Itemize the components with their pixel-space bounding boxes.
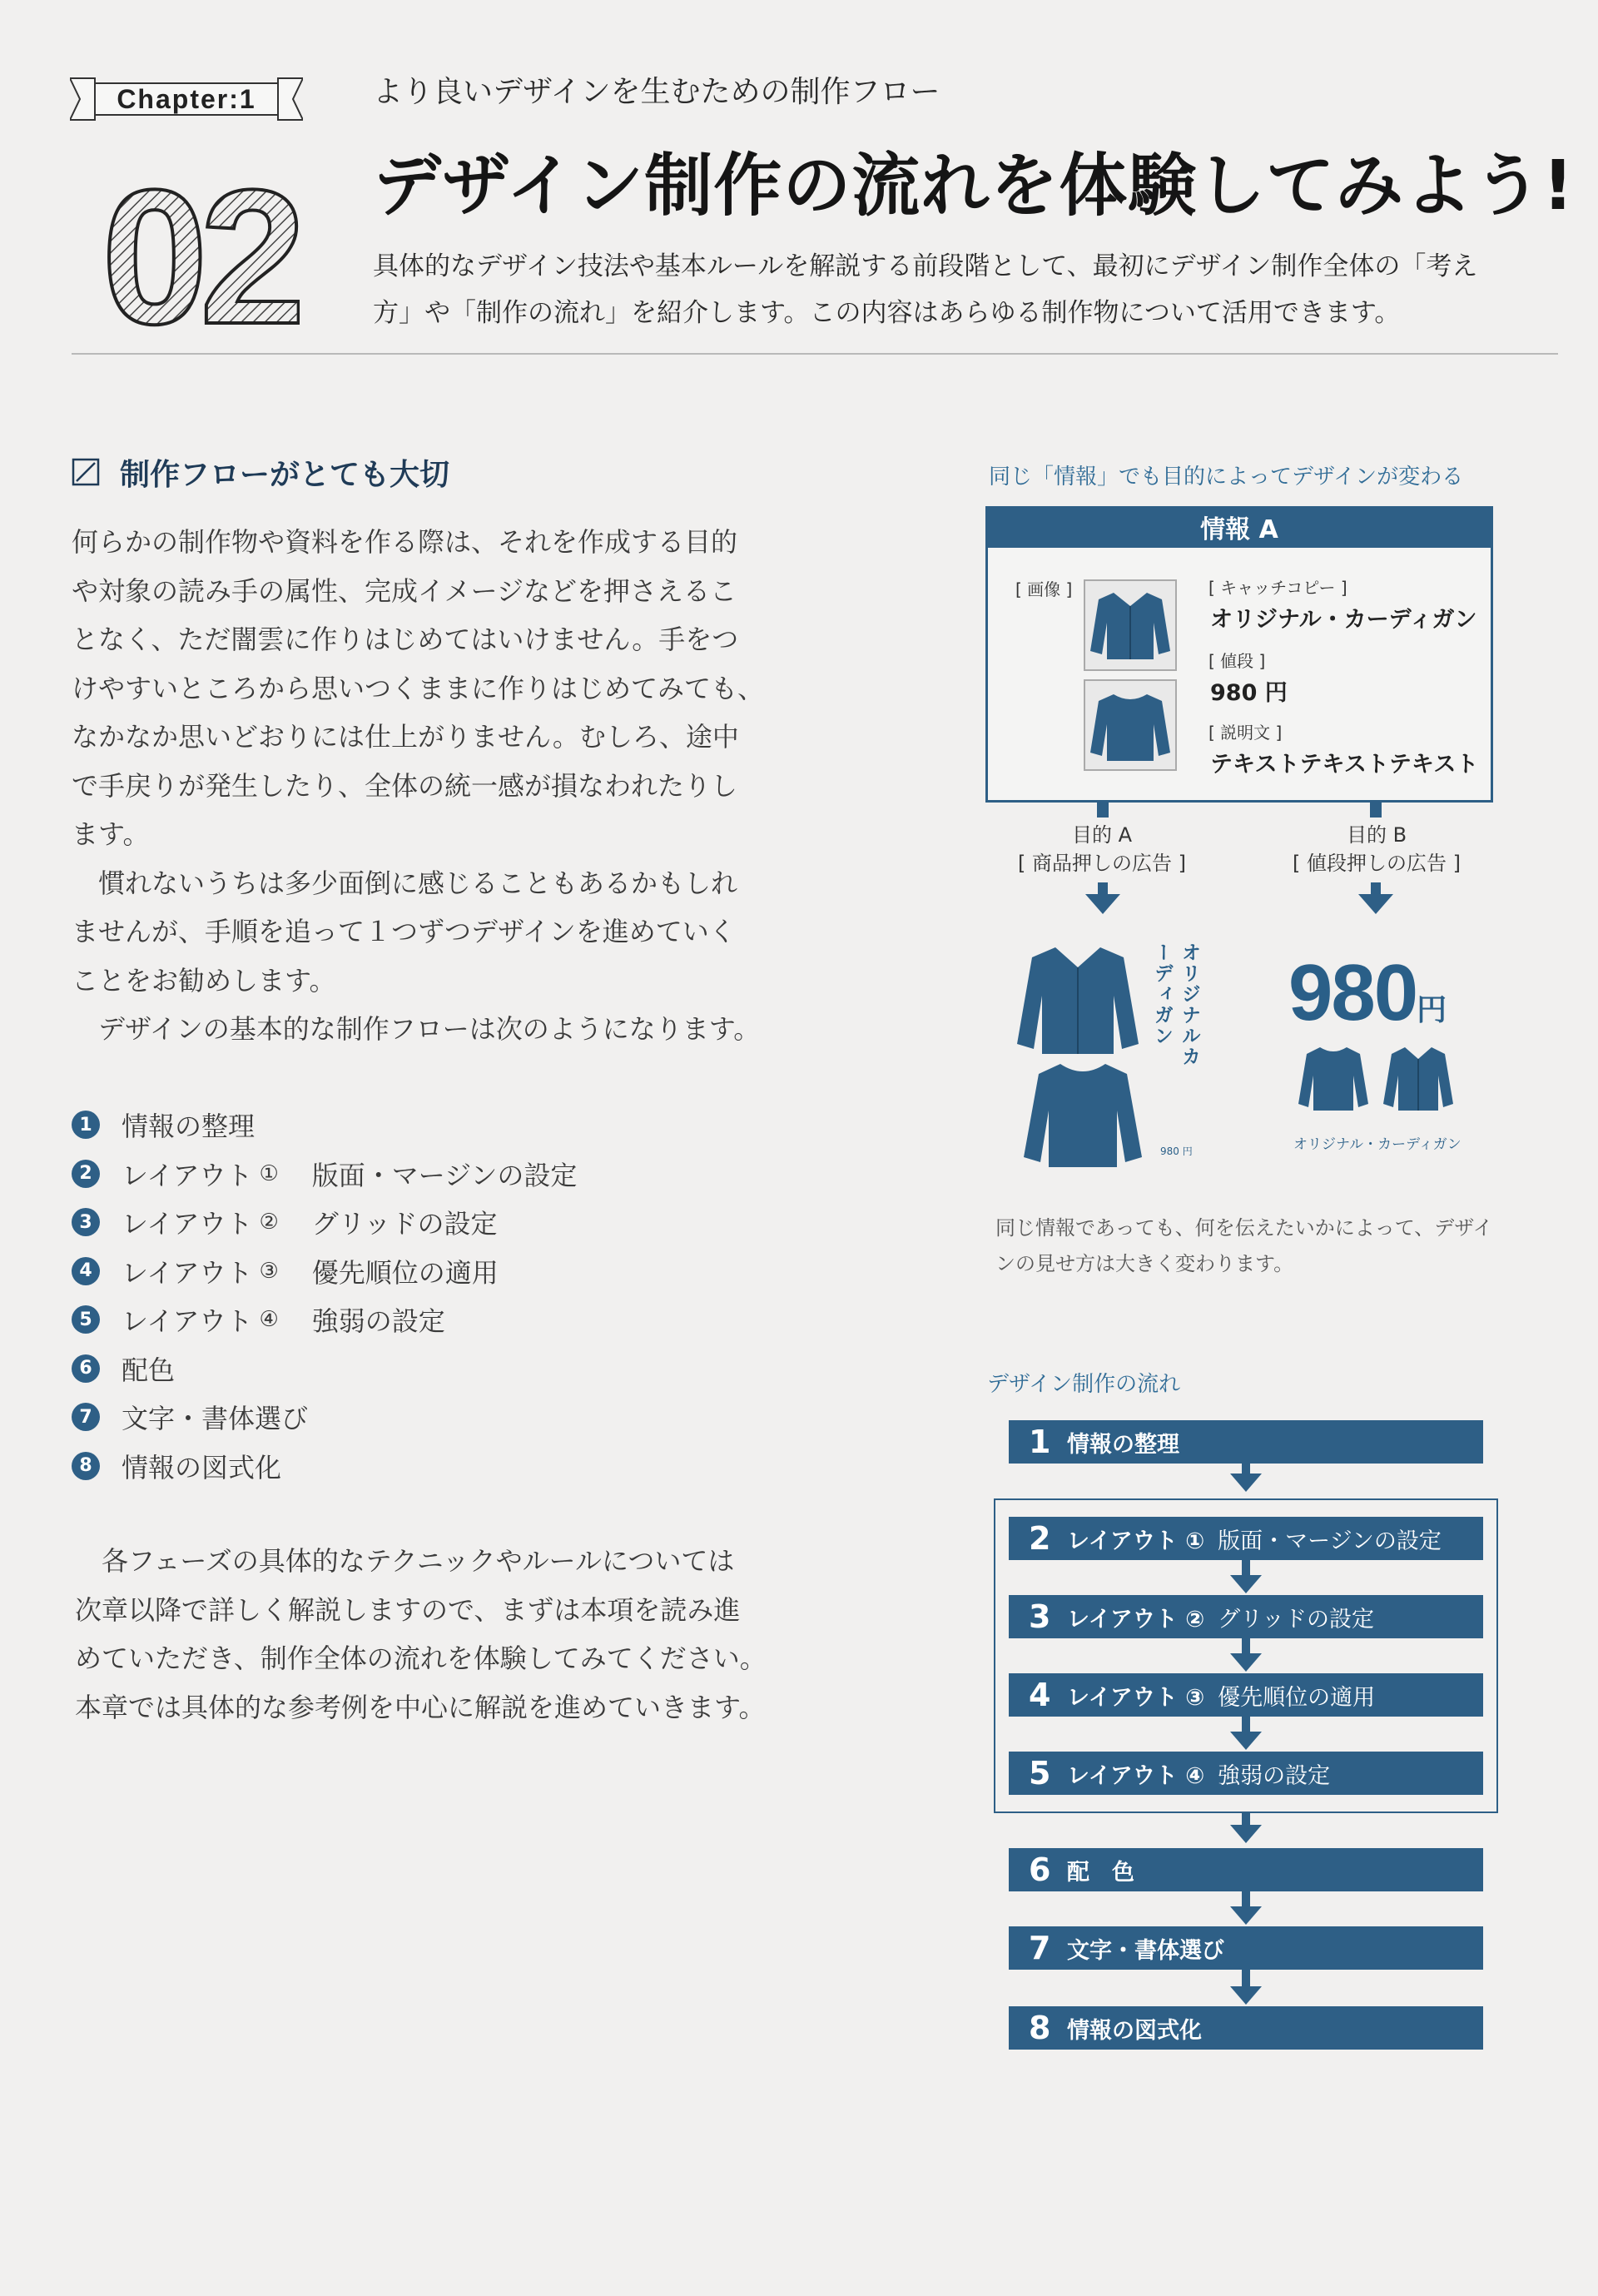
flow-step-label: 情報の整理 — [1067, 1431, 1179, 1458]
field-value: 980 円 — [1210, 680, 1288, 706]
price-value: 980 — [1288, 948, 1417, 1037]
ad-a-tiny-text: 980 円 — [1160, 1146, 1193, 1157]
list-item — [72, 1295, 821, 1344]
field-value: オリジナル・カーディガン — [1210, 607, 1477, 633]
section-title: 制作フローがとても大切 — [120, 458, 450, 492]
field-label: [ 値段 ] — [1208, 651, 1266, 671]
list-item — [72, 1198, 821, 1247]
step-number-icon: 3 — [72, 1208, 100, 1236]
step-detail: 優先順位の適用 — [311, 1256, 499, 1289]
flow-step-bar — [1009, 1848, 1483, 1891]
body-line: 慣れないうちは多少面倒に感じることもあるかもしれ — [72, 867, 738, 899]
section-body — [72, 518, 821, 1054]
step-sub: ④ — [259, 1307, 279, 1333]
page-title: デザイン制作の流れを体験してみよう! — [373, 147, 1575, 226]
list-item — [72, 1344, 821, 1394]
arrow-down-icon — [1358, 882, 1393, 916]
outro-line: めていただき、制作全体の流れを体験してみてください。 — [75, 1642, 767, 1674]
sweater-icon — [1022, 1057, 1144, 1170]
outro-line: 本章では具体的な参考例を中心に解説を進めていきます。 — [75, 1691, 766, 1723]
cardigan-icon — [1382, 1044, 1455, 1112]
flow-step-bar — [1009, 1420, 1483, 1464]
diagram-caption: 同じ「情報」でも目的によってデザインが変わる — [989, 465, 1464, 490]
body-line: デザインの基本的な制作フローは次のようになります。 — [72, 1013, 761, 1045]
step-label: レイアウト — [122, 1256, 253, 1289]
step-label: 情報の図式化 — [122, 1451, 282, 1483]
ad-b-price — [1288, 947, 1447, 1039]
lead-text: より良いデザインを生むための制作フロー — [373, 75, 940, 109]
flow-step-number: 1 — [1029, 1424, 1051, 1460]
flow-step-label: レイアウト ① — [1067, 1528, 1205, 1554]
ad-a-vertical-text: オリジナルカーディガン — [1151, 942, 1200, 1067]
step-sub: ① — [259, 1160, 279, 1186]
section-outro — [75, 1537, 824, 1732]
step-label: レイアウト — [122, 1159, 253, 1191]
step-number-icon: 8 — [72, 1452, 100, 1480]
chapter-label: Chapter:1 — [117, 83, 256, 114]
flow-step-number: 2 — [1029, 1520, 1051, 1557]
body-line: となく、ただ闇雲に作りはじめてはいけません。手をつ — [72, 624, 739, 655]
info-a-header: 情報 A — [985, 506, 1493, 548]
step-detail: 版面・マージンの設定 — [311, 1159, 578, 1191]
body-line: や対象の読み手の属性、完成イメージなどを押さえるこ — [72, 574, 737, 607]
intro-text — [373, 243, 1571, 336]
step-sub: ③ — [259, 1258, 279, 1284]
flow-step-bar — [1009, 2006, 1483, 2050]
flow-step-bar — [1009, 1752, 1483, 1795]
sweater-icon — [1297, 1044, 1370, 1112]
flow-step-list — [72, 1101, 821, 1490]
list-item — [72, 1150, 821, 1199]
body-line: なかなか思いどおりには仕上がりません。むしろ、途中 — [72, 721, 739, 753]
list-item — [72, 1442, 821, 1491]
flow-step-sub: 強弱の設定 — [1218, 1762, 1331, 1789]
cardigan-icon — [1015, 942, 1140, 1059]
flow-step-bar — [1009, 1595, 1483, 1638]
arrow-down-icon — [1228, 1560, 1263, 1595]
arrow-down-icon — [1085, 882, 1120, 916]
header-divider — [72, 353, 1558, 355]
flow-step-label: 文字・書体選び — [1067, 1937, 1224, 1964]
connector — [1097, 801, 1109, 818]
flow-step-bar — [1009, 1673, 1483, 1717]
step-label: 文字・書体選び — [122, 1403, 309, 1435]
pencil-square-icon — [72, 458, 100, 486]
list-item — [72, 1101, 821, 1150]
step-number-icon: 2 — [72, 1160, 100, 1188]
step-number-icon: 1 — [72, 1111, 100, 1139]
field-label: [ キャッチコピー ] — [1208, 578, 1347, 598]
flow-step-label: 配 色 — [1067, 1859, 1134, 1886]
flow-step-label: レイアウト ③ — [1067, 1684, 1205, 1711]
connector — [1370, 801, 1382, 818]
body-line: で手戻りが発生したり、全体の統一感が損なわれたりし — [72, 769, 738, 802]
purpose-title: 目的 B — [1346, 823, 1407, 847]
arrow-down-icon — [1228, 1891, 1263, 1926]
note-line: 同じ情報であっても、何を伝えたいかによって、デザイ — [995, 1216, 1493, 1240]
arrow-down-icon — [1228, 1464, 1263, 1493]
field-label: [ 説明文 ] — [1208, 723, 1283, 743]
list-item — [72, 1393, 821, 1442]
flow-step-number: 7 — [1029, 1930, 1051, 1966]
flow-step-number: 6 — [1029, 1851, 1051, 1888]
section-number-graphic — [83, 150, 300, 341]
cardigan-icon — [1085, 581, 1175, 669]
step-number-icon: 7 — [72, 1403, 100, 1431]
step-label: レイアウト — [122, 1305, 253, 1338]
flow-step-sub: グリッドの設定 — [1218, 1606, 1375, 1633]
step-label: レイアウト — [122, 1208, 253, 1240]
arrow-down-icon — [1228, 1970, 1263, 2006]
flow-step-bar — [1009, 1517, 1483, 1560]
flow-step-number: 5 — [1029, 1755, 1051, 1792]
flow-step-sub: 優先順位の適用 — [1218, 1684, 1376, 1711]
purpose-desc: [ 値段押しの広告 ] — [1293, 852, 1461, 875]
purpose-title: 目的 A — [1071, 823, 1133, 847]
purpose-a — [1002, 821, 1202, 877]
field-value: テキストテキストテキスト — [1210, 752, 1479, 778]
step-number-icon: 4 — [72, 1257, 100, 1285]
arrow-down-icon — [1228, 1638, 1263, 1673]
intro-line: 方」や「制作の流れ」を紹介します。この内容はあらゆる制作物について活用できます。 — [373, 298, 1401, 328]
flow-step-label: レイアウト ② — [1067, 1606, 1205, 1633]
purpose-desc: [ 商品押しの広告 ] — [1018, 852, 1186, 875]
list-item — [72, 1247, 821, 1296]
flow-step-number: 3 — [1029, 1598, 1051, 1635]
outro-line: 各フェーズの具体的なテクニックやルールについては — [75, 1545, 735, 1577]
flow-caption: デザイン制作の流れ — [987, 1372, 1181, 1397]
flow-step-label: レイアウト ④ — [1067, 1762, 1205, 1789]
ad-b-name: オリジナル・カーディガン — [1293, 1136, 1462, 1153]
step-sub: ② — [259, 1210, 279, 1235]
flow-step-bar — [1009, 1926, 1483, 1970]
step-detail: グリッドの設定 — [311, 1208, 498, 1240]
step-detail: 強弱の設定 — [311, 1305, 445, 1338]
step-number-icon: 5 — [72, 1305, 100, 1334]
intro-line: 具体的なデザイン技法や基本ルールを解説する前段階として、最初にデザイン制作全体の「考え — [373, 251, 1478, 281]
image-label: [ 画像 ] — [1015, 579, 1073, 599]
flow-step-number: 8 — [1029, 2010, 1051, 2046]
arrow-down-icon — [1228, 1813, 1263, 1845]
flow-step-sub: 版面・マージンの設定 — [1218, 1528, 1442, 1554]
price-unit: 円 — [1417, 993, 1447, 1027]
purpose-b — [1277, 821, 1476, 877]
arrow-down-icon — [1228, 1717, 1263, 1752]
body-line: 何らかの制作物や資料を作る際は、それを作成する目的 — [72, 526, 738, 558]
flow-step-number: 4 — [1029, 1677, 1051, 1713]
step-label: 情報の整理 — [122, 1111, 256, 1143]
body-line: ます。 — [72, 818, 150, 850]
step-label: 配色 — [122, 1354, 176, 1386]
flow-step-label: 情報の図式化 — [1067, 2017, 1202, 2044]
sweater-icon — [1085, 681, 1175, 769]
cardigan-thumbnail — [1084, 579, 1177, 671]
svg-text:02: 02 — [102, 150, 298, 341]
note-line: ンの見せ方は大きく変わります。 — [995, 1252, 1294, 1275]
step-number-icon: 6 — [72, 1354, 100, 1383]
cardigan-thumbnail — [1084, 679, 1177, 771]
diagram-note — [995, 1210, 1528, 1282]
body-line: ことをお勧めします。 — [72, 964, 336, 996]
body-line: けやすいところから思いつくままに作りはじめてみても、 — [72, 672, 765, 704]
outro-line: 次章以降で詳しく解説しますので、まずは本項を読み進 — [75, 1593, 741, 1626]
body-line: ませんが、手順を追って１つずつデザインを進めていく — [72, 916, 736, 947]
